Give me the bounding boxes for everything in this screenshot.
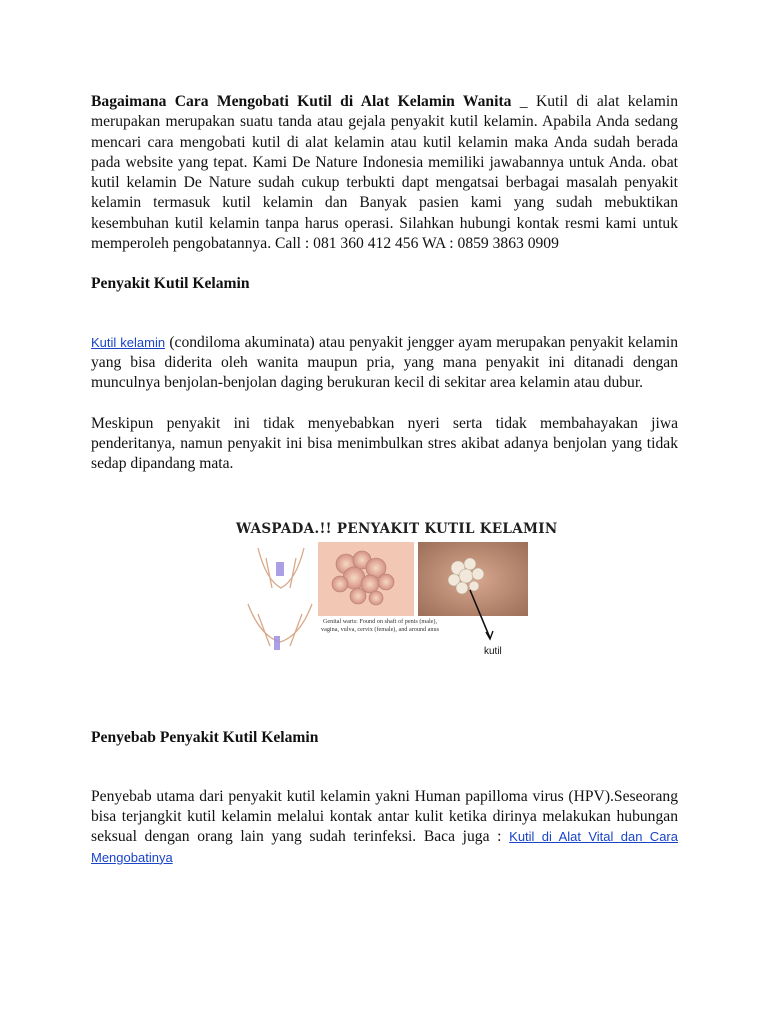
section1-paragraph-1 — [91, 333, 678, 394]
article-body — [91, 92, 678, 868]
baca-juga-link[interactable]: Kutil di Alat Vital dan Cara Mengobatinya — [91, 829, 678, 865]
section1-paragraph-2: Meskipun penyakit ini tidak menyebabkan nyeri serta tidak membahayakan jiwa penderitanya, namun penyakit ini bisa menimbulkan stres akibat adanya benjolan yang tidak sedap dipandang mata. — [91, 414, 678, 473]
figure-label-kutil: kutil — [484, 646, 502, 658]
figure-title: WASPADA.!! PENYAKIT KUTIL KELAMIN — [236, 521, 558, 538]
kutil-kelamin-link[interactable]: Kutil kelamin — [91, 334, 166, 350]
section2-text: Penyebab utama dari penyakit kutil kelamin yakni Human papilloma virus (HPV).Seseorang bisa terjangkit kutil kelamin melalui kontak antar kulit ketika dirinya melakukan hubungan seksual dengan orang lain yang sudah terinfeksi. Baca juga : — [91, 787, 678, 846]
figure-caption: Genital warts: Found on shaft of penis (male), vagina, vulva, cervix (female), and around anus — [320, 618, 440, 633]
warning-figure — [236, 518, 558, 666]
section2-paragraph — [91, 787, 678, 868]
intro-paragraph — [91, 92, 678, 254]
intro-text: _ Kutil di alat kelamin merupakan merupakan suatu tanda atau gejala penyakit kutil kelamin. Apabila Anda sedang mencari cara mengobati kutil di alat kelamin atau kutil kelamin maka Anda sudah berada pada website yang tepat. Kami De Nature Indonesia memiliki jawabannya untuk Anda. obat kutil kelamin De Nature sudah cukup terbukti dapt mengatsai berbagai masalah penyakit kelamin termasuk kutil kelamin dan Banyak pasien kami yang sudah mebuktikan kesembuhan kutil kelamin tanpa harus operasi. Silahkan hubungi kontak resmi kami untuk memperoleh pengobatannya. Call : 081 360 412 456 WA : 0859 3863 0909 — [91, 93, 678, 253]
intro-bold-lead: Bagaimana Cara Mengobati Kutil di Alat Kelamin Wanita — [91, 93, 512, 110]
section1-para1-text: (condiloma akuminata) atau penyakit jengger ayam merupakan penyakit kelamin yang bisa diderita oleh wanita maupun pria, yang mana penyakit ini ditanadi dengan munculnya benjolan-benjolan daging berukuran kecil di sekitar area kelamin atau dubur. — [91, 333, 678, 392]
section-heading-penyakit: Penyakit Kutil Kelamin — [91, 275, 250, 293]
section-heading-penyebab: Penyebab Penyakit Kutil Kelamin — [91, 729, 319, 747]
